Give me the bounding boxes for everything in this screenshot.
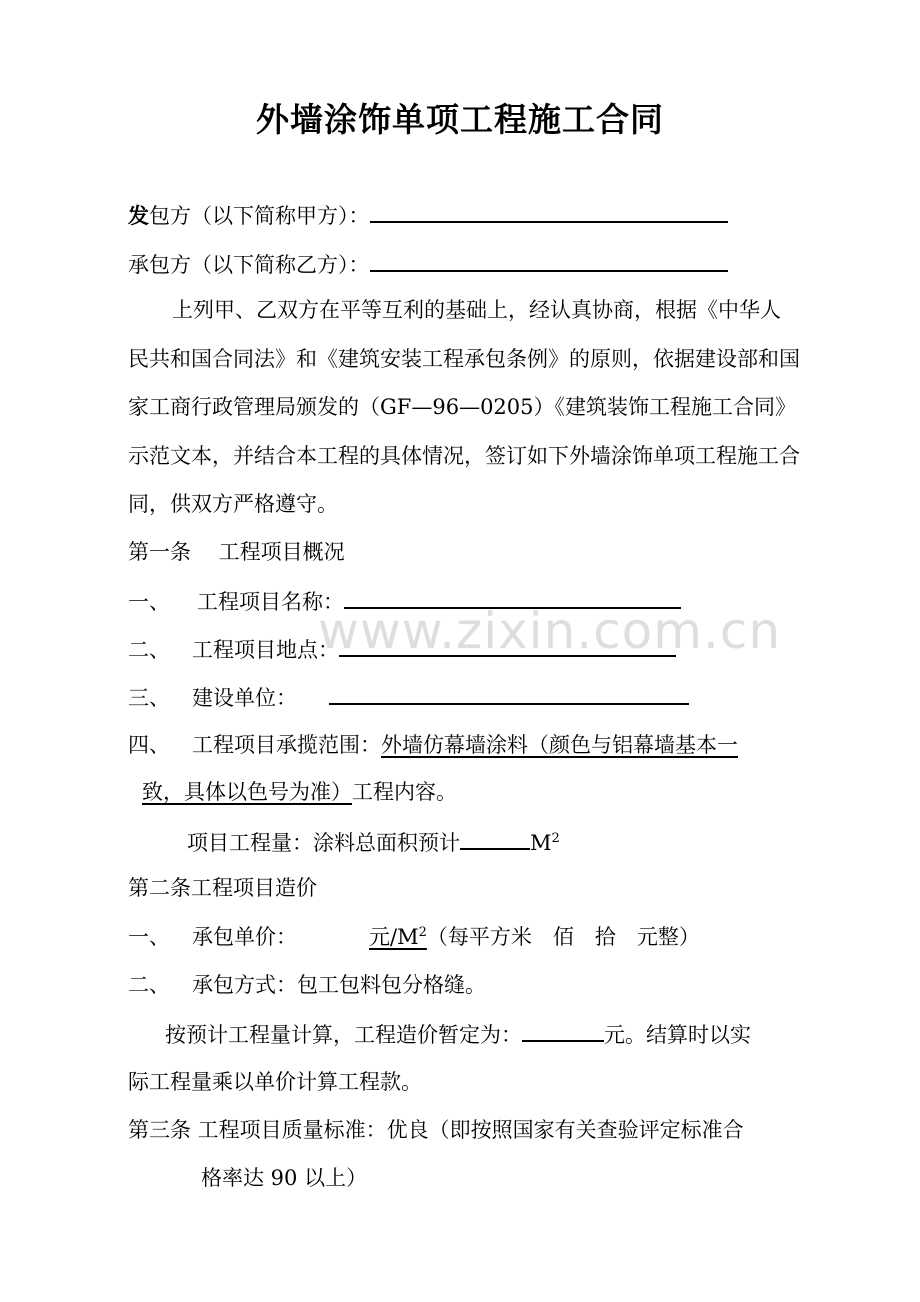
party-b-blank: [370, 248, 728, 272]
article1-item4-num: 四、: [128, 733, 170, 757]
article1-item2-num: 二、: [128, 638, 170, 662]
party-a-bold-char: 发: [128, 203, 149, 228]
unit-price-underlined: [297, 925, 427, 949]
article2-item2-num: 二、: [128, 973, 170, 997]
document-title: 外墙涂饰单项工程施工合同: [256, 100, 664, 139]
scope-underlined-1: 外墙仿幕墙涂料（颜色与铝幕墙基本一: [381, 733, 738, 757]
intro-paragraph: 上列甲、乙双方在平等互利的基础上，经认真协商，根据《中华人民共和国合同法》和《建筑安装工程承包条例》的原则，依据建设部和国家工商行政管理局颁发的（GF—96—0205）《建筑装饰工程施工合同》示范文本，并结合本工程的具体情况，签订如下外墙涂饰单项工程施工合同，供双方严格遵守。: [128, 298, 800, 516]
article1-item4: [128, 730, 738, 760]
unit-price-suffix: （每平方米 佰 拾 元整）: [426, 925, 700, 949]
estimate-line2: 际工程量乘以单价计算工程款。: [128, 1070, 422, 1094]
article2-heading: 第二条工程项目造价: [128, 876, 317, 900]
party-b-line: [128, 248, 728, 280]
article2-item2-label: 承包方式：包工包料包分格缝。: [192, 973, 486, 997]
scope-underlined-2: 致，具体以色号为准）: [142, 780, 352, 804]
party-a-label: 包方（以下简称甲方）：: [149, 204, 370, 228]
article3-line2: 格率达 90 以上）: [201, 1166, 368, 1190]
estimate-part1: 按预计工程量计算，工程造价暂定为：: [165, 1023, 522, 1047]
article1-item1-label: 工程项目名称：: [197, 590, 344, 614]
article1-heading: 第一条 工程项目概况: [128, 540, 345, 564]
estimate-part2: 元。结算时以实: [604, 1023, 751, 1047]
unit-price-unit: 元/M: [369, 925, 419, 949]
builder-blank: [329, 681, 689, 705]
unit-price-sup: 2: [418, 925, 427, 940]
article2-item1-num: 一、: [128, 925, 170, 949]
watermark: www.zixin.com.cn: [318, 602, 782, 660]
estimate-blank: [522, 1018, 604, 1042]
quantity-label: 项目工程量：涂料总面积预计: [187, 831, 460, 855]
party-a-blank: [370, 199, 728, 223]
quantity-unit: M: [530, 831, 552, 855]
quantity-line: [187, 826, 560, 858]
article1-item4-label: 工程项目承揽范围：: [192, 733, 381, 757]
article1-item3: [128, 681, 689, 713]
article1-item2-label: 工程项目地点：: [192, 638, 339, 662]
party-a-line: [128, 199, 728, 231]
article1-item1-num: 一、: [128, 590, 170, 614]
party-b-label: 承包方（以下简称乙方）：: [128, 253, 370, 277]
article1-item3-num: 三、: [128, 686, 170, 710]
article2-item2: [128, 970, 486, 1000]
article1-item4-cont: [142, 777, 457, 807]
article2-item1-label: 承包单价：: [192, 925, 297, 949]
article3-heading: 第三条 工程项目质量标准：优良（即按照国家有关查验评定标准合: [128, 1118, 744, 1142]
article2-item1: [128, 922, 700, 952]
scope-suffix: 工程内容。: [352, 780, 457, 804]
quantity-blank: [460, 826, 530, 850]
article1-item3-label: 建设单位：: [192, 686, 297, 710]
estimate-line: [165, 1018, 751, 1050]
quantity-unit-sup: 2: [551, 831, 560, 846]
